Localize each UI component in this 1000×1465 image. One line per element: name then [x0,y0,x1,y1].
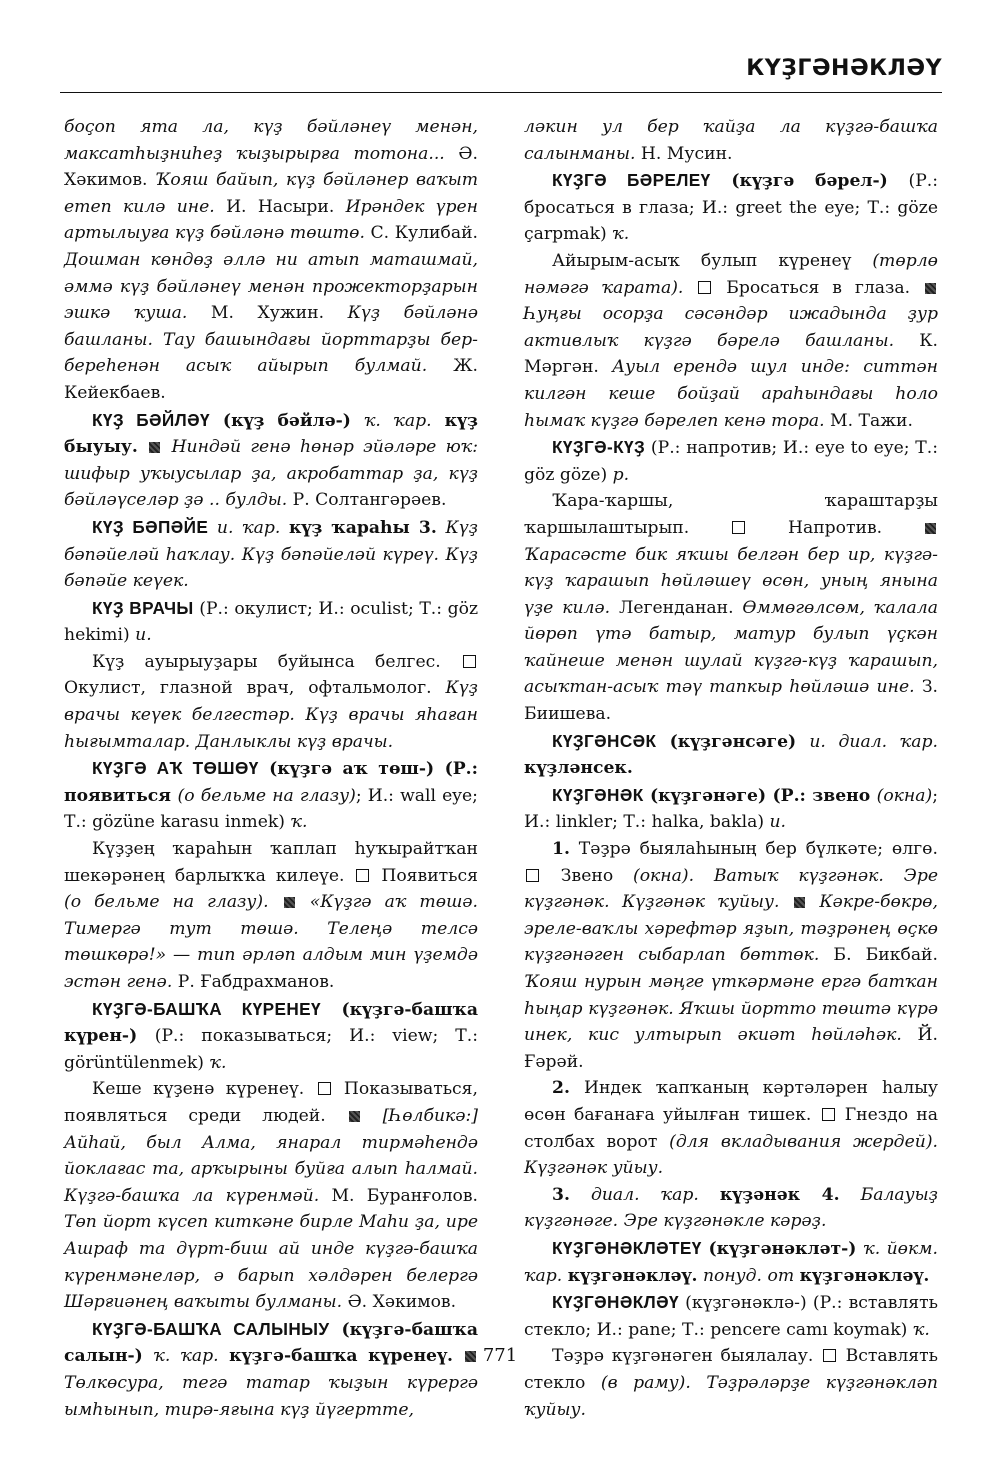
entry-kyzganak-sense-3: 3. диал. ҡар. күҙәнәк 4. Балауыҙ күҙгәнәге. Эре күҙгәнәкле кәрәҙ. [524,1184,938,1232]
example-marker-icon [349,1111,360,1122]
headword: КҮҘГӘ-КҮҘ [552,437,646,458]
running-head-word: КҮҘГӘНӘКЛӘҮ [746,56,942,81]
entry-kyzga-ak-toshou: КҮҘГӘ АҠ ТӨШӨҮ (күҙгә аҡ төш-) (Р.: появиться (о бельме на глазу); И.: wall eye; Т.: gözüne karasu inmek) ҡ. [64,758,478,833]
translation-marker-icon [732,521,745,534]
entry-kyzganaklau: КҮҘГӘНӘКЛӘҮ (күҙгәнәклә-) (Р.: вставлять стекло; И.: pane; Т.: pencere camı koymak) ҡ. [524,1292,938,1340]
translation-marker-icon [698,281,711,294]
entry-kyzga-bashka-salynyu: КҮҘГӘ-БАШҠА САЛЫНЫУ (күҙгә-башҡа салын-) ҡ. ҡар. күҙгә-башҡа күренеү. Төлкөсура, тегә татар ҡыҙын күрергә ымһынып, тирә-яғына күҙ йүгертте, [64,1318,478,1420]
headword: КҮҘГӘНӘКЛӘҮ [552,1292,679,1313]
entry-kyzga-bashka-kyreneu: КҮҘГӘ-БАШҠА КҮРЕНЕҮ (күҙгә-башҡа күрен-) (Р.: показываться; И.: view; Т.: görüntülenmek) ҡ. [64,998,478,1073]
headword: КҮҘ ВРАЧЫ [92,597,194,618]
example-marker-icon [284,897,295,908]
headword: КҮҘГӘ БӘРЕЛЕҮ [552,170,711,191]
continued-paragraph: боҫоп ята ла, күҙ бәйләнеү менән, максатһыҙниһеҙ ҡыҙырырға тотона... Ә. Хәкимов. Ҡояш байып, күҙ бәйләнер ваҡыт етеп килә ине. И. Насыри. Ирәндек үрен артылыуға күҙ бәйләнә төштө. С. Кулибай. Дошман көндөҙ әллә ни атып маташмай, әммә күҙ бәйләнеү менән прожекторҙарын эшкә ҡуша. М. Хужин. Күҙ бәйләнә башланы. Тау башындағы йорттарҙы бер-береһенән асыҡ айырып булмай. Ж. Кейекбаев. [64,117,478,403]
running-header [60,56,942,93]
headword: КҮҘГӘНСӘК [552,730,657,751]
headword: КҮҘ БӘЙЛӘҮ [92,409,210,430]
entry-kyzganak: КҮҘГӘНӘК (күҙгәнәге) (Р.: звено (окна); И.: linkler; Т.: halka, bakla) и. [524,784,938,833]
entry-kyzgansak: КҮҘГӘНСӘК (күҙгәнсәге) и. диал. ҡар. күҙләнсек. [524,730,938,779]
example-marker-icon [925,523,936,534]
entry-kyz-bapaye: КҮҘ БӘПӘЙЕ и. ҡар. күҙ ҡараһы 3. Күҙ бәпәйеләй һаҡлау. Күҙ бәпәйеләй күреү. Күҙ бәпәйе кеүек. [64,516,478,592]
example-marker-icon [149,442,160,453]
entry-kyz-vrachy: КҮҘ ВРАЧЫ (Р.: окулист; И.: oculist; Т.: göz hekimi) и. [64,597,479,646]
entry-kyzga-bashka-kyreneu-def: Кеше күҙенә күренеү. Показываться, появляться среди людей. [Һөлбикә:] Айһай, был Алма, янарал тирмәһендә йоклағас та, арҡырыны буйға алып һалмай. Күҙгә-башҡа ла күренмәй. М. Буранғолов. Төп йорт күсеп киткәне бирле Маһи ҙа, ире Ашраф та дүрт-биш ай инде күҙгә-башҡа күренмәнеләр, ә барып хәлдәрен белергә Шәрғиәнең ваҡыты булманы. Ә. Хәкимов. [64,1079,478,1313]
translation-marker-icon [822,1108,835,1121]
headword: КҮҘГӘ-БАШҠА КҮРЕНЕҮ [92,998,321,1019]
left-column [64,114,478,1423]
headword: КҮҘГӘНӘКЛӘТЕҮ [552,1237,702,1258]
headword: КҮҘГӘНӘК [552,784,644,805]
entry-kyzganak-sense-2: 2. Индек ҡапҡаның кәртәләрен һалыу өсөн бағанаға уйылған тишек. Гнездо на столбах ворот (для вкладывания жердей). Күҙгәнәк уйыу. [524,1078,938,1179]
continued-paragraph: ләкин ул бер ҡайҙа ла күҙгә-башҡа салынманы. Н. Мусин. [524,117,938,164]
entry-kyzga-kyz-def: Ҡара-ҡаршы, ҡараштарҙы ҡаршылаштырып. Напротив. Ҡарасәсте бик яҡшы белгән бер ир, күҙгә-күҙ ҡарашып һөйләшеү өсөн, уның янына үҙе килә. Легенданан. Өммөгөлсөм, ҡалала йөрөп үтә батыр, матур булып үҫкән ҡайнеше менән шулай күҙгә-күҙ ҡарашып, асыҡтан-асыҡ тәү тапкыр һөйләшә ине. З. Биишева. [524,491,938,725]
entry-kyzga-bareleu: КҮҘГӘ БӘРЕЛЕҮ (күҙгә бәрел-) (Р.: бросаться в глаза; И.: greet the eye; Т.: göze çarpmak) ҡ. [524,170,939,245]
page-number: 771 [482,1345,518,1366]
translation-marker-icon [463,655,476,668]
headword: КҮҘГӘ-БАШҠА САЛЫНЫУ [92,1318,330,1339]
example-marker-icon [925,283,936,294]
entry-kyzga-ak-toshou-def: Күҙҙең ҡараһын ҡаплап һуҡырайтҡан шекәрәнең барлыҡҡа килеүе. Появиться (о бельме на глазу). «Күҙгә аҡ төшә. Тимергә тут төшә. Телеңә телсә төшкөрә!» — тип әрләп алдым мин үҙемдә эстән генә. Р. Ғабдрахманов. [64,839,478,992]
entry-kyzganaklau-def: Тәҙрә күҙгәнәген быялалау. Вставлять стекло (в раму). Тәҙрәләрҙе күҙгәнәкләп ҡуйыу. [524,1346,938,1420]
entry-kyzga-kyz: КҮҘГӘ-КҮҘ (Р.: напротив; И.: eye to eye; Т.: göz göze) р. [524,437,938,485]
right-column [524,114,938,1423]
example-marker-icon [794,897,805,908]
headword: КҮҘГӘ АҠ ТӨШӨҮ [92,758,259,779]
entry-kyzganak-sense-1: 1. Тәҙрә быялаһының бер бүлкәте; өлгө. Звено (окна). Ватыҡ күҙгәнәк. Эре күҙгәнәк. Күҙгәнәк ҡуйыу. Кәкре-бөкрө, эреле-ваҡлы хәрефтәр яҙып, тәҙрәнең өҫкө күҙгәнәген сыбарлап бөттөк. Б. Бикбай. Ҡояш нурын мәңге үткәрмәне ергә батҡан һыңар күҙгәнәк. Яҡшы йортто төштә күрә инек, кис ултырып әкиәт һөйләһәк. Й. Ғәрәй. [524,839,938,1072]
entry-kyzga-bareleu-def: Айырым-асыҡ булып күренеү (төрлө нәмәгә ҡарата). Бросаться в глаза. Һуңғы осорҙа сәсәндәр ижадында ҙур активлыҡ күҙгә бәрелә башланы. К. Мәргән. Ауыл ерендә шул инде: ситтән килгән кеше бойҙай араһындағы һоло һымаҡ күҙгә бәрелеп кенә тора. М. Тажи. [524,250,938,431]
entry-kyz-baylau: КҮҘ БӘЙЛӘҮ (күҙ бәйлә-) ҡ. ҡар. күҙ быуыу. Ниндәй генә һөнәр эйәләре юҡ: шифыр уҡыусылар ҙа, акробаттар ҙа, күҙ бәйләүселәр ҙә .. булды. Р. Солтангәрәев. [64,409,479,511]
translation-marker-icon [526,869,539,882]
translation-marker-icon [318,1082,331,1095]
translation-marker-icon [356,869,369,882]
entry-kyz-vrachy-def: Күҙ ауырыуҙары буйынса белгес. Окулист, глазной врач, офтальмолог. Күҙ врачы кеүек белгестәр. Күҙ врачы яһаған һығымталар. Данлыклы күҙ врачы. [64,651,478,752]
entry-kyzganaklateu: КҮҘГӘНӘКЛӘТЕҮ (күҙгәнәкләт-) ҡ. йөкм. ҡар. күҙгәнәкләү. понуд. от күҙгәнәкләү. [524,1237,938,1286]
headword: КҮҘ БӘПӘЙЕ [92,516,209,537]
